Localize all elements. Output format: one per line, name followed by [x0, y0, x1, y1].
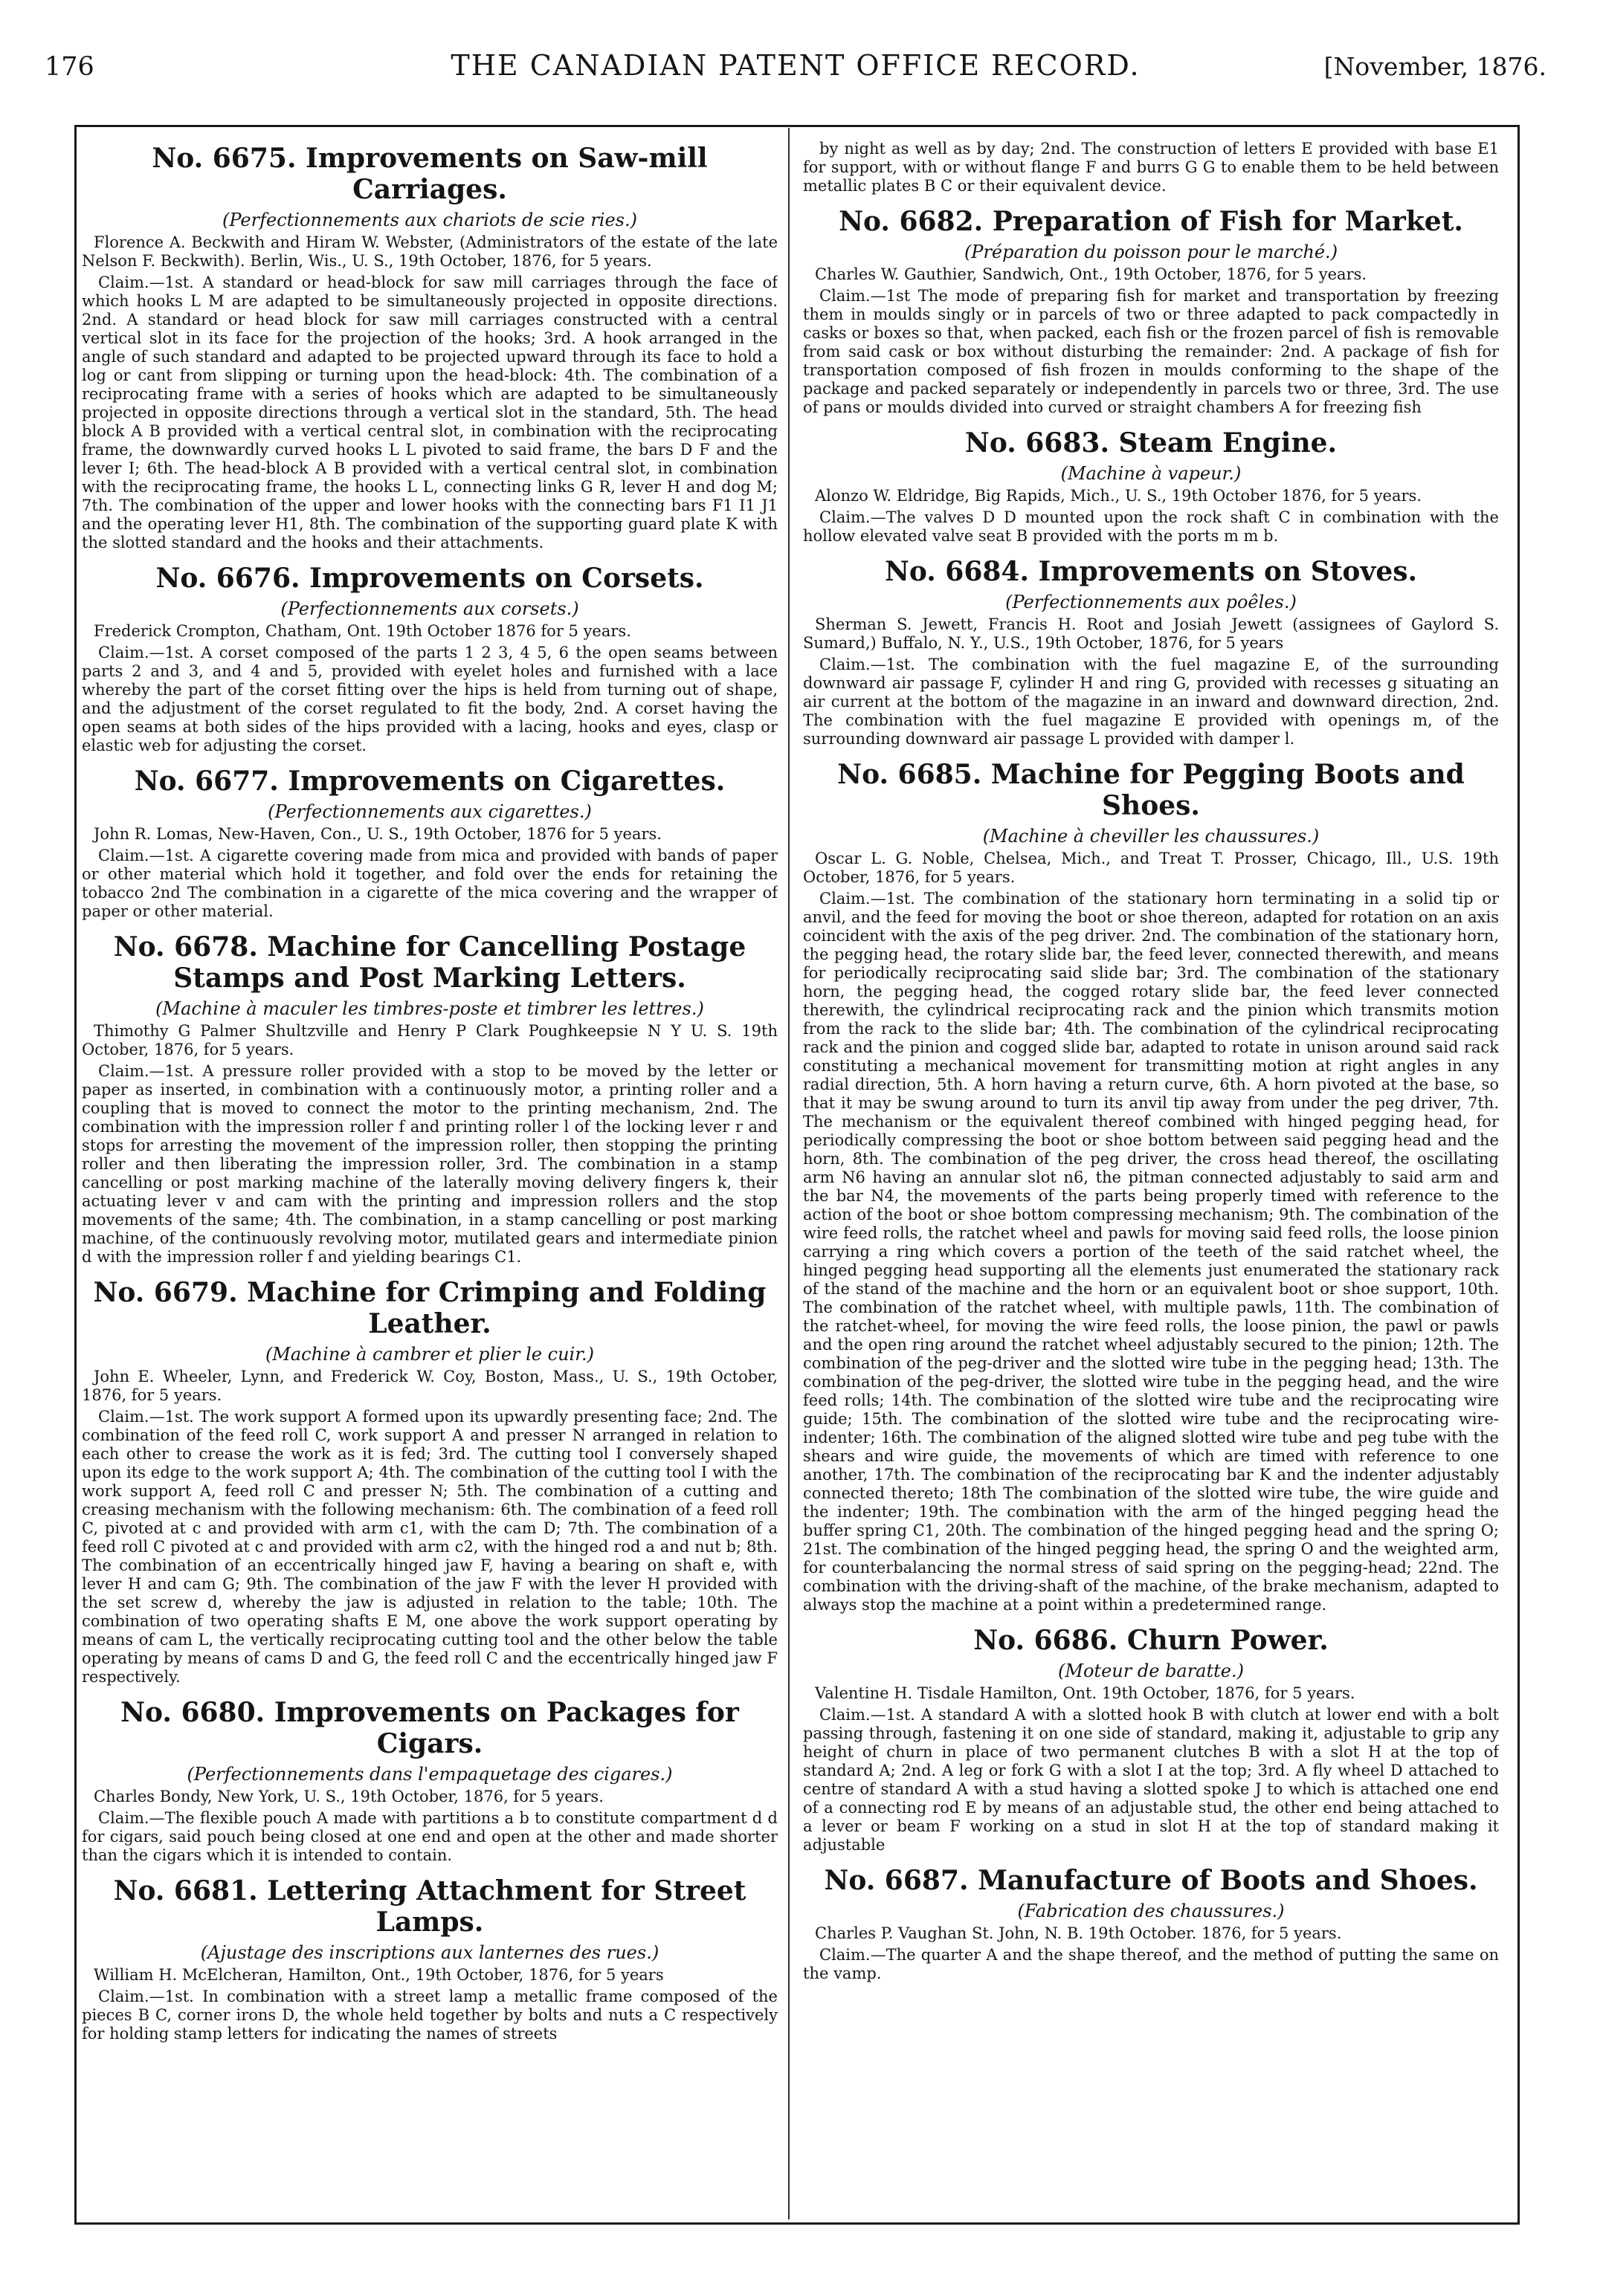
claim-text: Claim.—1st. In combination with a street lamp a metallic frame composed of the pieces B C, corner irons D, the whole held together by bolts and nuts a C respectively for holding stamp letters for indicating the names of streets	[82, 1988, 778, 2043]
patent-entry	[82, 1875, 778, 2043]
claim-text: Claim.—1st. A corset composed of the parts 1 2 3, 4 5, 6 the open seams between parts 2 and 3, and 4 and 5, provided with eyelet holes and furnished with a lace whereby the part of the corset fitting over the hips is held from turning out of shape, and the adjustment of the corset regulated to fit the body, 2nd. A corset having the open seams at both sides of the hips provided with a lacing, hooks and eyes, clasp or elastic web for adjusting the corset.	[82, 644, 778, 754]
patentee-line: Thimothy G Palmer Shultzville and Henry P Clark Poughkeepsie N Y U. S. 19th October, 1876, for 5 years.	[82, 1022, 778, 1058]
patent-entry	[803, 1865, 1499, 1983]
patentee-line: William H. McElcheran, Hamilton, Ont., 19th October, 1876, for 5 years	[94, 1966, 664, 1984]
patent-entry	[82, 563, 778, 755]
patentee-line: Charles W. Gauthier, Sandwich, Ont., 19th October, 1876, for 5 years.	[815, 265, 1367, 283]
patentee-line: Oscar L. G. Noble, Chelsea, Mich., and Treat T. Prosser, Chicago, Ill., U.S. 19th October, 1876, for 5 years.	[803, 850, 1499, 886]
claim-text: Claim.—The flexible pouch A made with partitions a b to constitute compartment d d for cigars, said pouch being closed at one end and open at the other and made shorter than the cigars which it is intended to contain.	[82, 1809, 778, 1864]
patent-translation: (Perfectionnements aux corsets.)	[280, 598, 579, 619]
claim-text: Claim.—1st The mode of preparing fish for market and transportation by freezing them in moulds singly or in parcels of two or three adapted to pack compactedly in casks or boxes so that, when packed, each fish or the frozen parcel of fish is removable from said cask or box without disturbing the remainder: 2nd. A package of fish for transportation composed of fish frozen in moulds conforming to the shape of the package and packed separately or independently in parcels two or three, 3rd. The use of pans or moulds divided into curved or straight chambers A for freezing fish	[803, 287, 1499, 416]
patent-entry	[82, 1277, 778, 1687]
claim-text: Claim.—1st. The combination with the fuel magazine E, of the surrounding downward air passage F, cylinder H and ring G, provided with recesses g situating an air current at the bottom of the magazine in an inward and downward direction, 2nd. The combination with the fuel magazine E provided with openings m, of the surrounding downward air passage L provided with damper l.	[803, 656, 1499, 748]
patent-translation: (Machine à maculer les timbres-poste et timbrer les lettres.)	[155, 998, 704, 1019]
patent-heading: No. 6685. Machine for Pegging Boots and Shoes.	[837, 759, 1465, 821]
patent-translation: (Perfectionnements aux poêles.)	[1005, 592, 1297, 612]
page-header	[45, 48, 1546, 89]
patent-heading: No. 6680. Improvements on Packages for Cigars.	[120, 1697, 739, 1759]
patent-heading: No. 6681. Lettering Attachment for Street Lamps.	[113, 1875, 746, 1938]
patent-entry	[82, 1697, 778, 1865]
patent-heading: No. 6679. Machine for Crimping and Folding Leather.	[93, 1277, 767, 1339]
patent-entry	[803, 1625, 1499, 1854]
patent-heading: No. 6677. Improvements on Cigarettes.	[134, 766, 726, 797]
patentee-line: Charles Bondy, New York, U. S., 19th October, 1876, for 5 years.	[94, 1788, 604, 1805]
patentee-line: Valentine H. Tisdale Hamilton, Ont. 19th October, 1876, for 5 years.	[815, 1684, 1355, 1702]
claim-text: by night as well as by day; 2nd. The construction of letters E provided with base E1 for support, with or without flange F and burrs G G to enable them to be held between metallic plates B C or their equivalent device.	[803, 140, 1499, 195]
patent-translation: (Machine à cambrer et plier le cuir.)	[265, 1344, 595, 1365]
patentee-line: Sherman S. Jewett, Francis H. Root and Josiah Jewett (assignees of Gaylord S. Sumard,) Buffalo, N. Y., U.S., 19th October, 1876, for 5 years	[803, 615, 1499, 652]
patentee-line: Frederick Crompton, Chatham, Ont. 19th October 1876 for 5 years.	[94, 622, 631, 640]
patentee-line: Charles P. Vaughan St. John, N. B. 19th October. 1876, for 5 years.	[815, 1924, 1342, 1942]
patent-translation: (Moteur de baratte.)	[1058, 1660, 1244, 1681]
journal-title: THE CANADIAN PATENT OFFICE RECORD.	[451, 49, 1141, 82]
patent-translation: (Perfectionnements aux chariots de scie ries.)	[222, 210, 637, 230]
patent-entry	[803, 427, 1499, 546]
patentee-line: John E. Wheeler, Lynn, and Frederick W. Coy, Boston, Mass., U. S., 19th October, 1876, for 5 years.	[82, 1368, 778, 1404]
patent-heading: No. 6678. Machine for Cancelling Postage Stamps and Post Marking Letters.	[113, 931, 746, 994]
issue-date: [November, 1876.	[1323, 52, 1546, 81]
patent-entry	[803, 556, 1499, 748]
patent-translation: (Machine à cheviller les chaussures.)	[982, 826, 1320, 847]
patentee-line: John R. Lomas, New-Haven, Con., U. S., 19th October, 1876 for 5 years.	[94, 825, 662, 843]
claim-text: Claim.—1st. A cigarette covering made from mica and provided with bands of paper or other material which hold it together, and fold over the ends for retaining the tobacco 2nd The combination in a cigarette of the mica covering and the wrapper of paper or other material.	[82, 847, 778, 920]
patent-translation: (Fabrication des chaussures.)	[1017, 1901, 1285, 1921]
page-number: 176	[45, 52, 94, 82]
patent-heading: No. 6682. Preparation of Fish for Market.	[839, 206, 1463, 237]
patent-translation: (Ajustage des inscriptions aux lanternes des rues.)	[200, 1942, 659, 1963]
patent-heading: No. 6683. Steam Engine.	[964, 427, 1338, 459]
patentee-line: Alonzo W. Eldridge, Big Rapids, Mich., U. S., 19th October 1876, for 5 years.	[815, 487, 1422, 505]
patent-entry	[803, 759, 1499, 1614]
patent-heading: No. 6684. Improvements on Stoves.	[884, 556, 1418, 587]
column-divider	[788, 128, 790, 2219]
patent-heading: No. 6686. Churn Power.	[973, 1625, 1329, 1656]
claim-text: Claim.—The quarter A and the shape thereof, and the method of putting the same on the vamp.	[803, 1946, 1499, 1982]
patent-entry	[803, 206, 1499, 417]
patent-entry	[82, 143, 778, 552]
claim-text: Claim.—The valves D D mounted upon the rock shaft C in combination with the hollow elevated valve seat B provided with the ports m m b.	[803, 508, 1499, 545]
patent-heading: No. 6676. Improvements on Corsets.	[155, 563, 704, 594]
patent-heading: No. 6675. Improvements on Saw-mill Carriages.	[152, 143, 708, 205]
claim-text: Claim.—1st. A standard A with a slotted hook B with clutch at lower end with a bolt passing through, fastening it on one side of standard, making it, adjustable to grip any height of churn in place of two permanent clutches B with a slot H at the top of standard A; 2nd. A leg or fork G with a slot I at the top; 3rd. A fly wheel D attached to centre of standard A with a stud having a slotted spoke J to which is attached one end of a connecting rod E by means of an adjustable stud, the other end being attached to a lever or beam F working on a stud in slot H at the top of standard making it adjustable	[803, 1706, 1499, 1854]
claim-text: Claim.—1st. The work support A formed upon its upwardly presenting face; 2nd. The combination of the feed roll C, work support A and presser N arranged in relation to each other to crease the work as it is fed; 3rd. The cutting tool I conversely shaped upon its edge to the work support A; 4th. The combination of the cutting tool I with the work support A, feed roll C and presser N; 5th. The combination of a cutting and creasing mechanism with the following mechanism: 6th. The combination of a feed roll C, pivoted at c and provided with arm c1, with the cam D; 7th. The combination of a feed roll C pivoted at c and provided with arm c2, with the hinged rod a and nut b; 8th. The combination of an eccentrically hinged jaw F, having a bearing on shaft e, with lever H and cam G; 9th. The combination of the jaw F with the lever H provided with the set screw d, whereby the jaw is adjusted in relation to the table; 10th. The combination of two operating shafts E M, one above the work support operating by means of cam L, the vertically reciprocating cutting tool and the other below the table operating by means of cams D and G, the feed roll C and the eccentrically hinged jaw F respectively.	[82, 1408, 778, 1686]
right-column	[803, 140, 1499, 2213]
claim-text: Claim.—1st. A pressure roller provided with a stop to be moved by the letter or paper as inserted, in combination with a continuously motor, a printing roller and a coupling that is moved to connect the motor to the printing mechanism, 2nd. The combination with the impression roller f and printing roller l of the locking lever r and stops for arresting the movement of the impression roller, then stopping the printing roller and then liberating the impression roller, 3rd. The combination in a stamp cancelling or post marking machine of the laterally moving delivery fingers k, their actuating lever v and cam with the printing and impression rollers and the stop movements of the same; 4th. The combination, in a stamp cancelling or post marking machine, of the continuously revolving motor, mutilated gears and intermediate pinion d with the impression roller f and yielding bearings C1.	[82, 1062, 778, 1266]
patent-entry	[82, 931, 778, 1267]
patent-translation: (Perfectionnements aux cigarettes.)	[268, 801, 592, 822]
patent-entry	[803, 140, 1499, 195]
patent-translation: (Préparation du poisson pour le marché.)	[964, 242, 1338, 262]
patent-translation: (Machine à vapeur.)	[1060, 463, 1242, 484]
left-column	[82, 140, 778, 2213]
patent-translation: (Perfectionnements dans l'empaquetage des cigares.)	[187, 1764, 673, 1785]
patent-heading: No. 6687. Manufacture of Boots and Shoes.	[824, 1865, 1478, 1896]
patent-entry	[82, 766, 778, 921]
claim-text: Claim.—1st. The combination of the stationary horn terminating in a solid tip or anvil, and the feed for moving the boot or shoe thereon, adapted for rotation on an axis coincident with the axis of the peg driver. 2nd. The combination of the stationary horn, the pegging head, the rotary slide bar, the feed lever, connected therewith, and means for periodically reciprocating said slide bar; 3rd. The combination of the stationary horn, the pegging head, the cogged rotary slide bar, the feed lever connected therewith, the cylindrical reciprocating rack and the pinion which transmits motion from the rack to the slide bar; 4th. The combination of the cylindrical reciprocating rack and the pinion and cogged slide bar, adapted to rotate in unison around said rack constituting a mechanical movement for transmitting motion at right angles in any radial direction, 5th. A horn having a return curve, 6th. A horn pivoted at the base, so that it may be swung around to turn its anvil tip away from under the peg driver, 7th. The mechanism or the equivalent thereof combined with hinged pegging head, for periodically compressing the boot or shoe bottom between said pegging head and the horn, 8th. The combination of the peg driver, the cross head thereof, the oscillating arm N6 having an annular slot n6, the pitman connected adjustably to said arm and the bar N4, the movements of the parts being properly timed with reference to the action of the boot or shoe bottom compressing mechanism; 9th. The combination of the wire feed rolls, the ratchet wheel and pawls for moving said feed rolls, the loose pinion carrying a ring which covers a portion of the teeth of the said ratchet wheel, the hinged pegging head supporting all the elements just enumerated the stationary rack of the stand of the machine and the horn or an equivalent boot or shoe support, 10th. The combination of the ratchet wheel, with multiple pawls, 11th. The combination of the ratchet-wheel, for moving the wire feed rolls, the loose pinion, the pawl or pawls and the open ring around the ratchet wheel adjustably secured to the pinion; 12th. The combination of the peg-driver and the slotted wire tube in the pegging head; 13th. The combination of the peg-driver, the slotted wire tube in the pegging head, and the wire feed rolls; 14th. The combination of the slotted wire tube and the reciprocating wire guide; 15th. The combination of the slotted wire tube and the reciprocating wire-indenter; 16th. The combination of the aligned slotted wire tube and peg tube with the shears and wire guide, the movements of which are timed with reference to one another, 17th. The combination of the reciprocating bar K and the indenter adjustably connected thereto; 18th The combination of the slotted wire tube, the wire guide and the indenter; 19th. The combination with the arm of the hinged pegging head the buffer spring C1, 20th. The combination of the hinged pegging head and the spring O; 21st. The combination of the hinged pegging head, the spring O and the weighted arm, for counterbalancing the normal stress of said spring on the pegging-head; 22nd. The combination with the driving-shaft of the machine, of the brake mechanism, adapted to always stop the machine at a point within a predetermined range.	[803, 890, 1499, 1614]
claim-text: Claim.—1st. A standard or head-block for saw mill carriages through the face of which hooks L M are adapted to be simultaneously projected in opposite directions. 2nd. A standard or head block for saw mill carriages constructed with a central vertical slot in its face for the projection of the hooks; 3rd. A hook arranged in the angle of such standard and adapted to be projected upward through its face to hold a log or cant from slipping or turning upon the head-block: 4th. The combination of a reciprocating frame with a series of hooks which are adapted to be simultaneously projected in opposite directions through a vertical slot in the standard, 5th. The head block A B provided with a vertical central slot, in combination with the reciprocating frame, the downwardly curved hooks L L pivoted to said frame, the bars D F and the lever I; 6th. The head-block A B provided with a vertical central slot, in combination with the reciprocating frame, the hooks L L, connecting links G R, lever H and dog M; 7th. The combination of the upper and lower hooks with the connecting bars F1 I1 J1 and the operating lever H1, 8th. The combination of the supporting guard plate K with the slotted standard and the hooks and their attachments.	[82, 274, 778, 552]
patentee-line: Florence A. Beckwith and Hiram W. Webster, (Administrators of the estate of the late Nelson F. Beckwith). Berlin, Wis., U. S., 19th October, 1876, for 5 years.	[82, 233, 778, 270]
